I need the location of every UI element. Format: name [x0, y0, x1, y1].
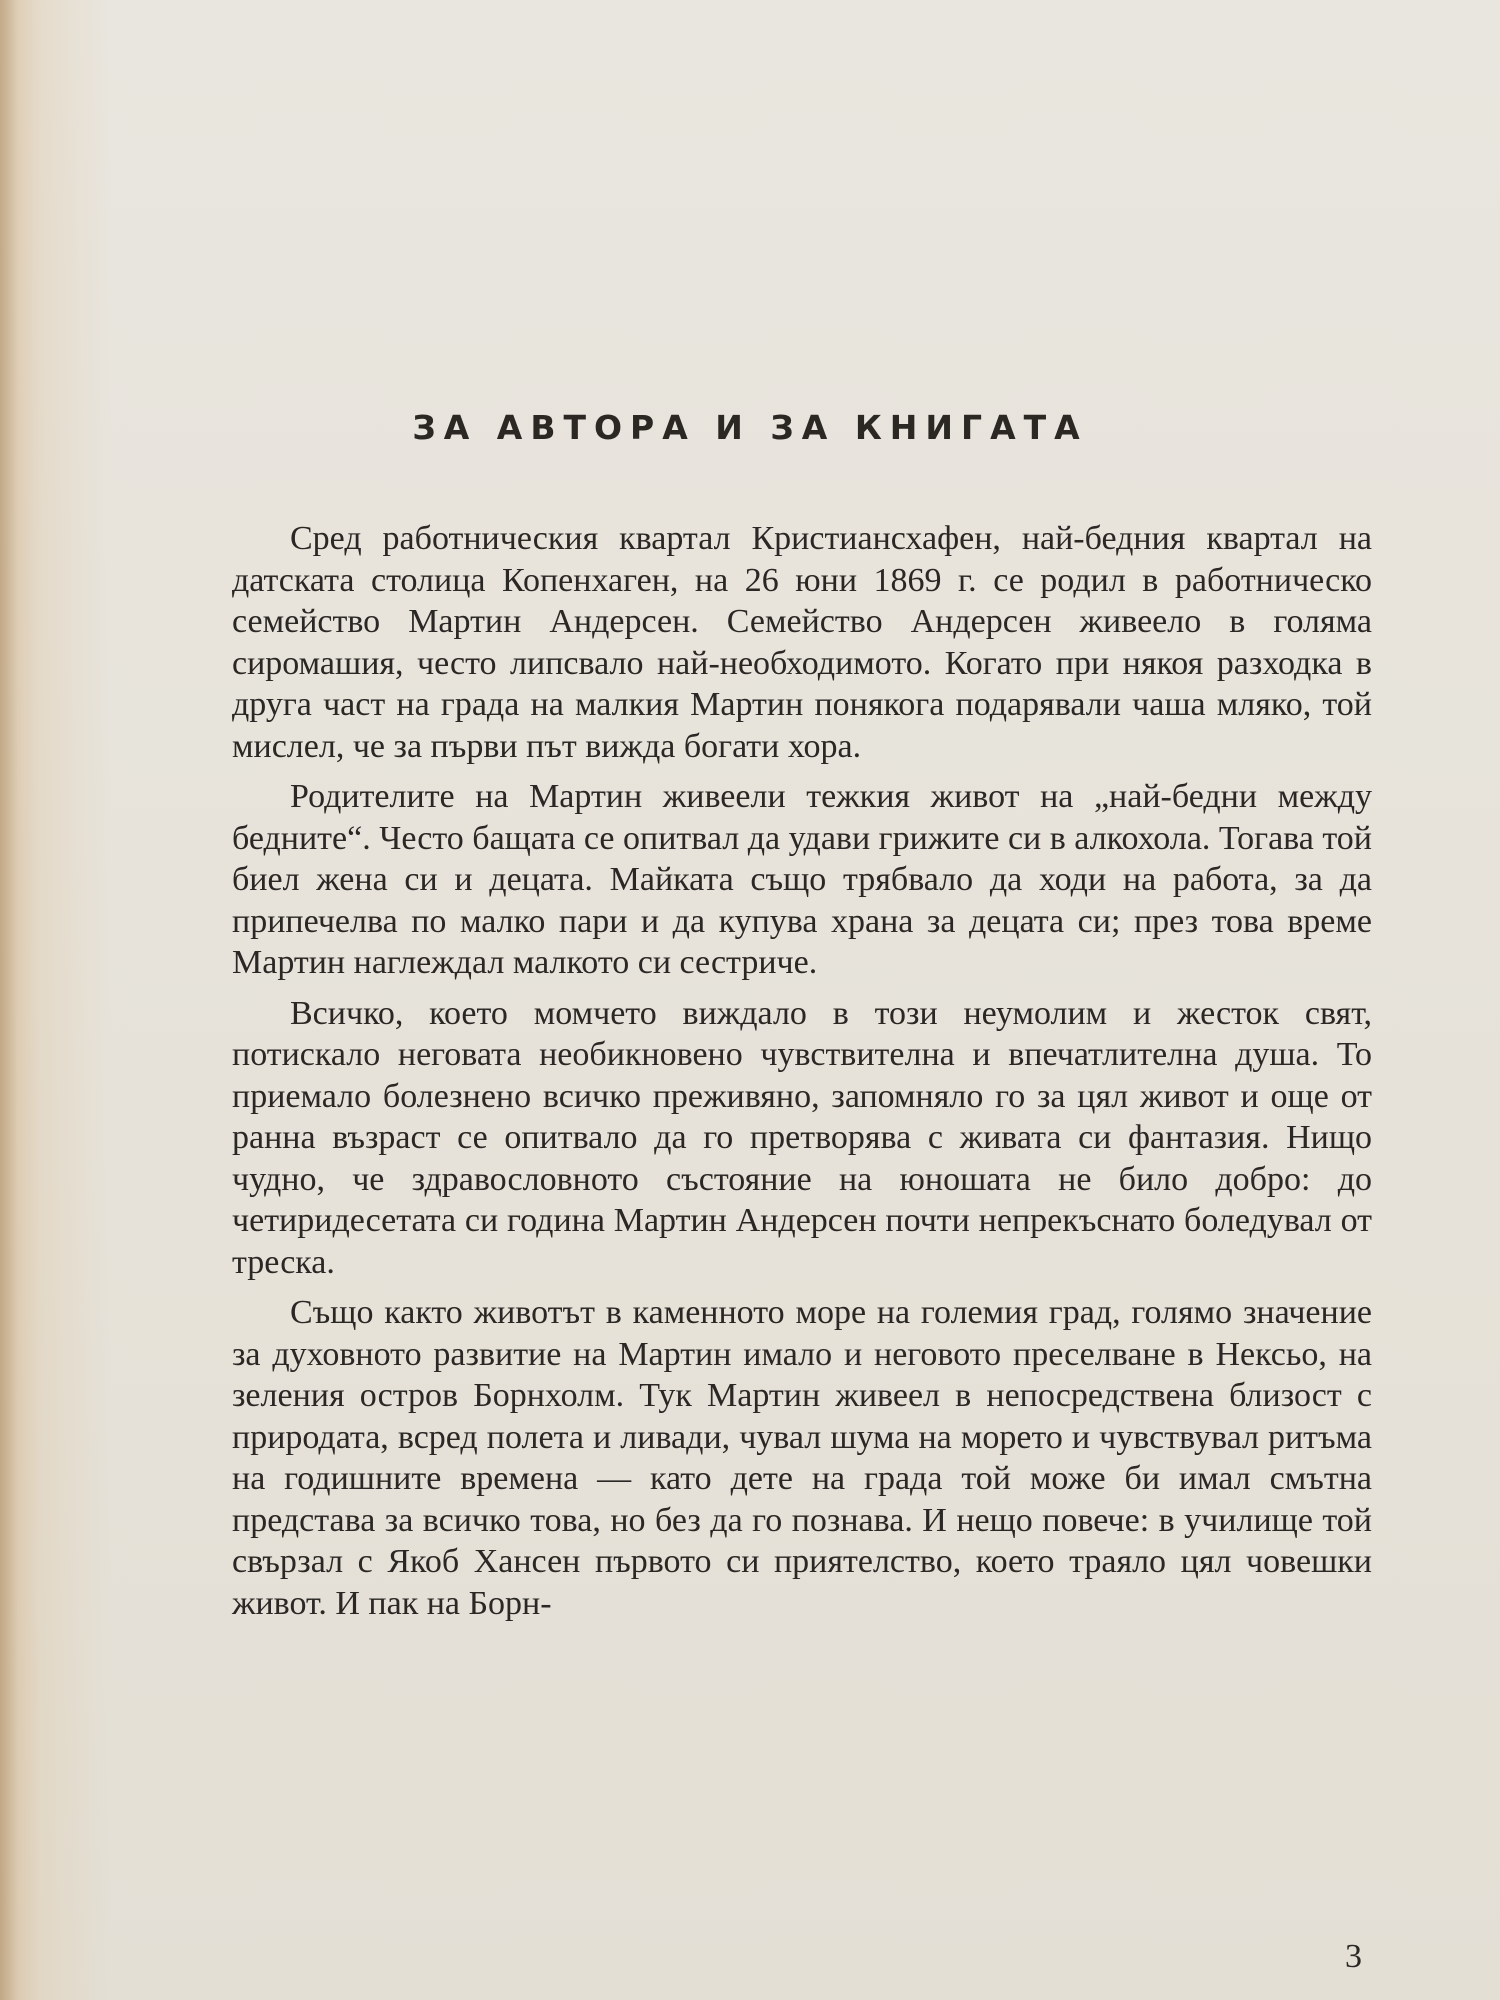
- paragraph-1: Сред работническия квартал Кристиансхафен, най-бедния квартал на датската столица Копенхаген, на 26 юни 1869 г. се родил в работническо семейство Мартин Андерсен. Семейство Андерсен живеело в голяма сиромашия, често липсвало най-необходимото. Когато при някоя разходка в друга част на града на малкия Мартин понякога подарявали чаша мляко, той мислел, че за първи път вижда богати хора.: [232, 520, 1372, 765]
- paragraph-3: Всичко, което момчето виждало в този неумолим и жесток свят, потискало неговата необикновено чувствителна и впечатлителна душа. То приемало болезнено всичко преживяно, запомняло го за цял живот и още от ранна възраст се опитвало да го претворява с живата си фантазия. Нищо чудно, че здравословното състояние на юношата не било добро: до четиридесетата си година Мартин Андерсен почти непрекъснато боледувал от треска.: [232, 994, 1372, 1281]
- paragraph-2: Родителите на Мартин живеели тежкия живот на „най-бедни между бедните“. Често бащата се опитвал да удави грижите си в алкохола. Тогава той биел жена си и децата. Майката също трябвало да ходи на работа, за да припечелва по малко пари и да купува храна за децата си; през това време Мартин наглеждал малкото си сестриче.: [232, 778, 1372, 981]
- paragraph-4: Също както животът в каменното море на големия град, голямо значение за духовното развитие на Мартин имало и неговото преселване в Нексьо, на зеления остров Борнхолм. Тук Мартин живеел в непосредствена близост с природата, всред полета и ливади, чувал шума на морето и чувствувал ритъма на годишните времена — като дете на града той може би имал смътна представа за всичко това, но без да го познава. И нещо повече: в училище той свързал с Якоб Хансен първото си приятелство, което траяло цял човешки живот. И пак на Борн-: [232, 1294, 1372, 1622]
- body-text: [232, 518, 1372, 1624]
- chapter-heading: ЗА АВТОРА И ЗА КНИГАТА: [412, 408, 1088, 447]
- page-gutter-shadow: [0, 0, 18, 2000]
- page-number: 3: [1345, 1938, 1362, 1975]
